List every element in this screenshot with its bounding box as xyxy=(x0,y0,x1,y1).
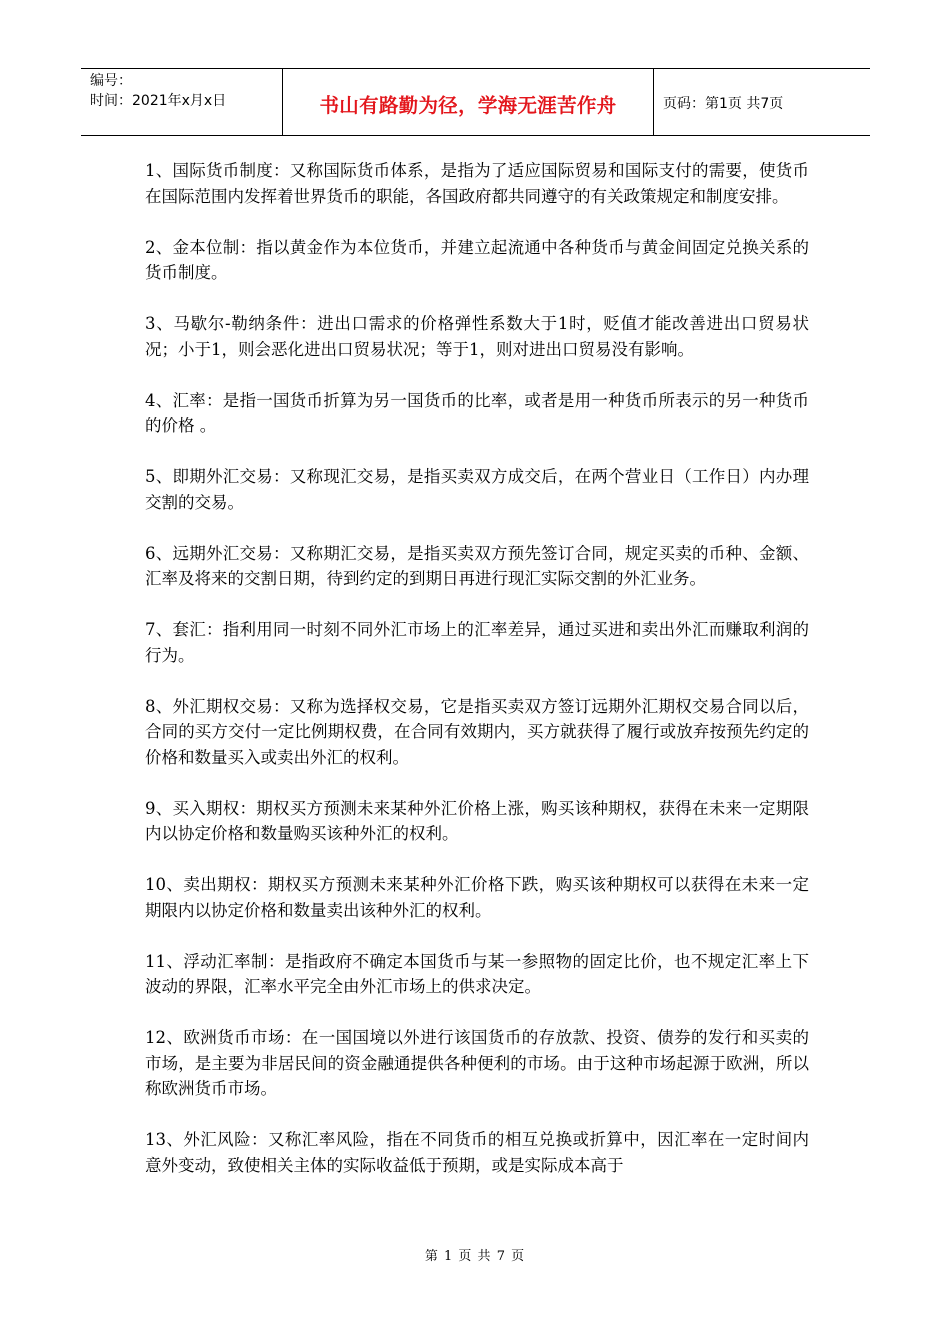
definition-paragraph: 6、远期外汇交易：又称期汇交易，是指买卖双方预先签订合同，规定买卖的币种、金额、汇率及将来的交割日期，待到约定的到期日再进行现汇实际交割的外汇业务。 xyxy=(145,543,809,588)
definition-paragraph: 8、外汇期权交易：又称为选择权交易，它是指买卖双方签订远期外汇期权交易合同以后，合同的买方交付一定比例期权费，在合同有效期内，买方就获得了履行或放弃按预先约定的价格和数量买入或卖出外汇的权利。 xyxy=(145,696,809,767)
page-footer: 第 1 页 共 7 页 xyxy=(424,1249,526,1264)
definition-paragraph: 2、金本位制：指以黄金作为本位货币，并建立起流通中各种货币与黄金间固定兑换关系的货币制度。 xyxy=(145,237,809,282)
document-date: 时间：2021年x月x日 xyxy=(90,93,227,109)
definition-paragraph: 12、欧洲货币市场：在一国国境以外进行该国货币的存放款、投资、债券的发行和买卖的市场，是主要为非居民间的资金融通提供各种便利的市场。由于这种市场起源于欧洲，所以称欧洲货币市场。 xyxy=(145,1028,809,1098)
definition-paragraph: 3、马歇尔-勒纳条件：进出口需求的价格弹性系数大于1时，贬值才能改善进出口贸易状况；小于1，则会恶化进出口贸易状况；等于1，则对进出口贸易没有影响。 xyxy=(145,314,809,359)
definition-paragraph: 11、浮动汇率制：是指政府不确定本国货币与某一参照物的固定比价，也不规定汇率上下波动的界限，汇率水平完全由外汇市场上的供求决定。 xyxy=(145,951,809,996)
document-header xyxy=(81,68,870,136)
header-page-info: 页码：第1页 共7页 xyxy=(663,96,784,112)
definition-paragraph: 7、套汇：指利用同一时刻不同外汇市场上的汇率差异，通过买进和卖出外汇而赚取利润的行为。 xyxy=(145,620,809,665)
definition-paragraph: 4、汇率：是指一国货币折算为另一国货币的比率，或者是用一种货币所表示的另一种货币的价格 。 xyxy=(145,390,809,435)
header-meta xyxy=(81,69,283,135)
definition-paragraph: 9、买入期权：期权买方预测未来某种外汇价格上涨，购买该种期权，获得在未来一定期限内以协定价格和数量购买该种外汇的权利。 xyxy=(145,798,809,843)
header-motto: 书山有路勤为径，学海无涯苦作舟 xyxy=(283,69,654,135)
definition-paragraph: 5、即期外汇交易：又称现汇交易，是指买卖双方成交后，在两个营业日（工作日）内办理交割的交易。 xyxy=(145,467,809,512)
document-number-label: 编号： xyxy=(90,73,132,89)
definition-paragraph: 13、外汇风险：又称汇率风险，指在不同货币的相互兑换或折算中，因汇率在一定时间内意外变动，致使相关主体的实际收益低于预期，或是实际成本高于 xyxy=(145,1130,809,1175)
document-body xyxy=(145,158,809,1204)
definition-paragraph: 10、卖出期权：期权买方预测未来某种外汇价格下跌，购买该种期权可以获得在未来一定期限内以协定价格和数量卖出该种外汇的权利。 xyxy=(145,875,809,920)
definition-paragraph: 1、国际货币制度：又称国际货币体系，是指为了适应国际贸易和国际支付的需要，使货币在国际范围内发挥着世界货币的职能，各国政府都共同遵守的有关政策规定和制度安排。 xyxy=(145,161,809,206)
